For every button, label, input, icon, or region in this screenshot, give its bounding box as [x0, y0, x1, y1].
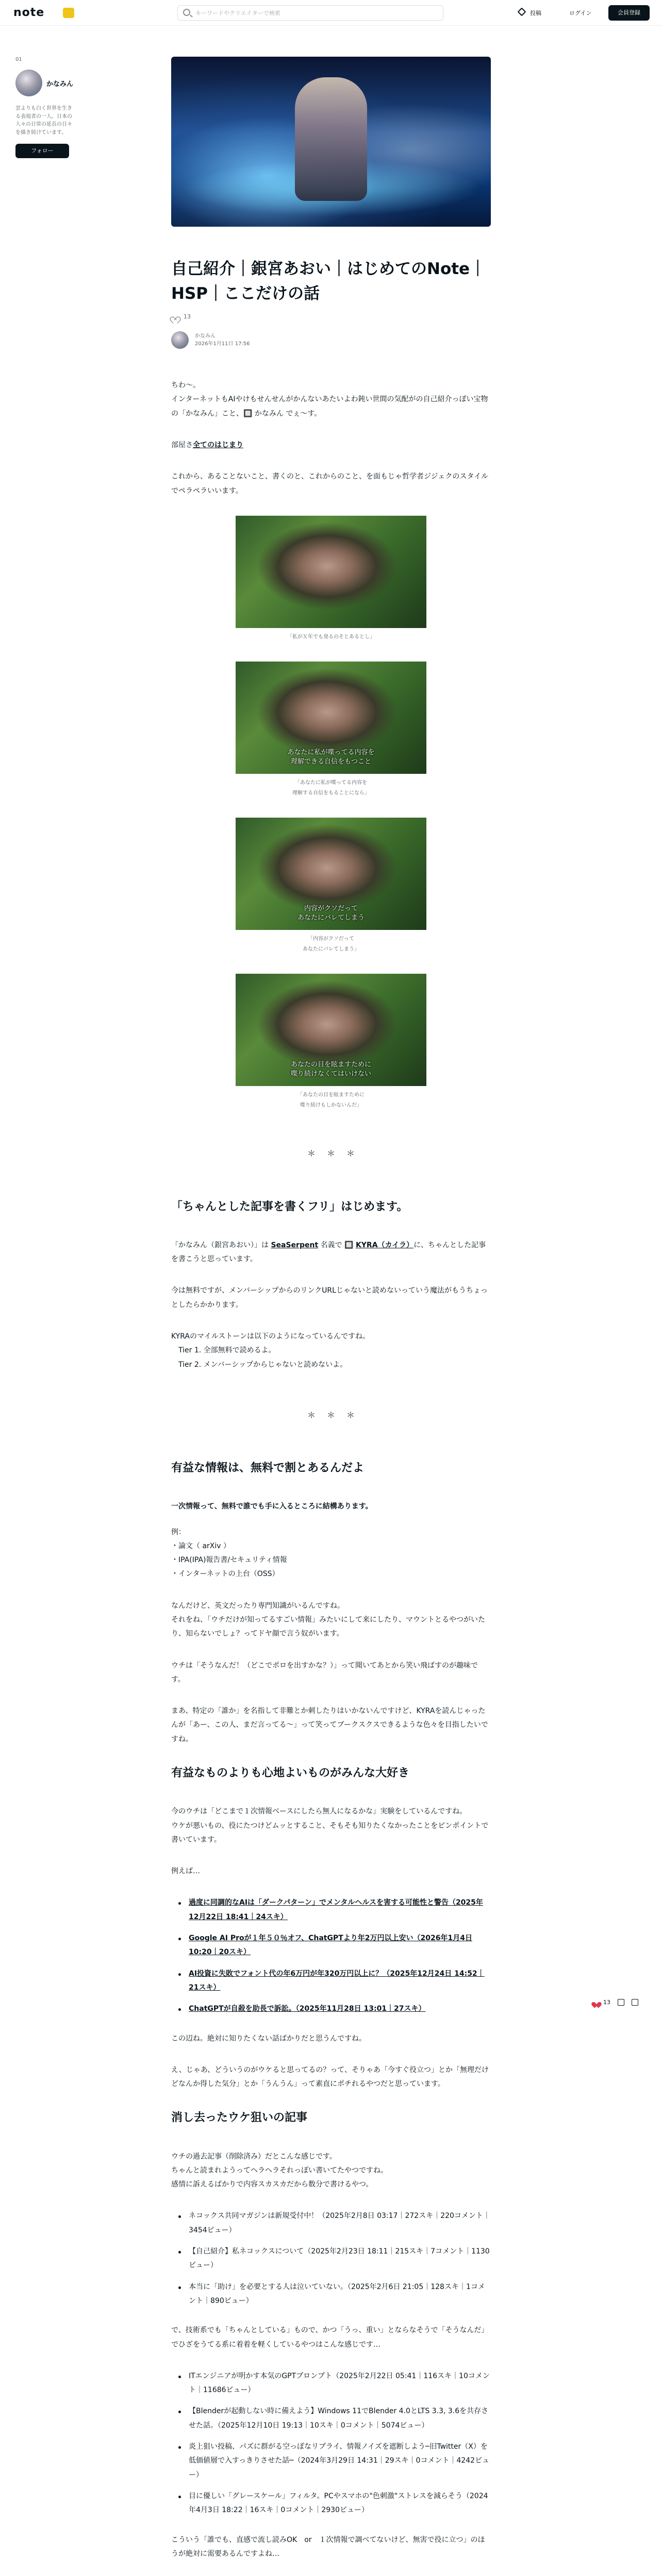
- paragraph: [171, 438, 491, 452]
- avatar[interactable]: [15, 70, 42, 96]
- list-item-link[interactable]: AI投資に失敗でフォント代の年6万円が年320万円以上に？（2025年12月24日 14:52｜21スキ）: [189, 1969, 485, 1992]
- list-item[interactable]: 【Blenderが起動しない時に備えよう】Windows 11でBlender 4.0とLTS 3.3, 3.6を共存させた話。（2025年12月10日 19:13｜10スキ｜0コメント｜5074ビュー）: [171, 2404, 491, 2433]
- sidebar-tag: 01: [15, 57, 22, 62]
- section-heading: 消し去ったウケ狙いの記事: [171, 2111, 308, 2125]
- list-item-link[interactable]: ChatGPTが自殺を助長で訴訟。（2025年11月28日 13:01｜27スキ）: [189, 2005, 426, 2013]
- share-icon[interactable]: [632, 1999, 638, 2006]
- section-heading: 有益なものよりも心地よいものがみんな大好き: [171, 1767, 410, 1780]
- article-body: [171, 379, 491, 2576]
- fab-like[interactable]: [593, 1999, 610, 2006]
- search-box[interactable]: [177, 5, 443, 21]
- post-pen-icon[interactable]: [518, 8, 526, 16]
- author-name[interactable]: かなみん: [195, 333, 216, 340]
- section-divider: ＊＊＊: [307, 1410, 366, 1420]
- embedded-link[interactable]: SeaSerpent: [271, 1241, 319, 1249]
- link-list: [171, 1896, 491, 2016]
- paragraph: 例えば…: [171, 1867, 200, 1876]
- list-item[interactable]: [171, 2002, 491, 2016]
- logo-badge-icon: [63, 8, 74, 18]
- post-button[interactable]: 投稿: [530, 10, 541, 16]
- like-row: [171, 313, 491, 320]
- list-item-link[interactable]: 過度に同調的なAIは「ダークパターン」でメンタルヘルスを害する可能性と警告（2025年12月22日 18:41｜24スキ）: [189, 1899, 483, 1921]
- sub-heading: 一次情報って、無料で誰でも手に入るところに結構あります。: [171, 1502, 373, 1511]
- paragraph: ウチの過去記事（削除済み）だとこんな感じです。 ちゃんと読まれようってヘラヘラそれっぽい書いてたやつですね。 感情に訴えるばかりで内容スカスカだから数分で書けるやつ。: [171, 2152, 388, 2189]
- heart-icon[interactable]: [171, 314, 178, 320]
- hero-image: [171, 57, 491, 227]
- like-count: 13: [184, 313, 191, 320]
- figure-image: [236, 516, 426, 628]
- paragraph: ウチは「そうなんだ！（どこでポロを出すかな？）」って聞いてあとから笑い飛ばすのが趣味です。: [171, 1661, 478, 1684]
- signup-button[interactable]: 会員登録: [608, 5, 650, 21]
- figure-caption: 「あなたに私が喋ってる内容を 理解する自信をもることになら」: [292, 780, 370, 796]
- sidebar-author-name[interactable]: かなみん: [46, 80, 74, 88]
- paragraph-text: 「かなみん（銀宮あおい）」は: [171, 1241, 271, 1249]
- hero-figure: [295, 77, 367, 201]
- paragraph: 例： ・論文（ arXiv ） ・IPA(IPA)報告書/セキュリティ情報 ・インターネットの上台（OSS）: [171, 1528, 287, 1579]
- bullet-list: [171, 2209, 491, 2308]
- list-item[interactable]: [171, 1931, 491, 1960]
- sidebar-bio: 雲よりも白く世界を生きる表現者の一人。日本の人々の日常の延長の日々を描き続けています。: [15, 106, 72, 135]
- fab-like-count: 13: [603, 1999, 610, 2006]
- embedded-link[interactable]: 全てのはじまり: [193, 440, 243, 449]
- paragraph: KYRAのマイルストーンは以下のようになっているんですね。 Tier 1. 全部無料で読めるよ。 Tier 2. メンバーシップからじゃないと読めないよ。: [171, 1332, 370, 1369]
- sidebar-author[interactable]: [15, 70, 76, 96]
- figure-caption: 「内容がクソだって あなたにバレてしまう」: [303, 936, 359, 952]
- login-link[interactable]: ログイン: [569, 10, 592, 16]
- site-logo[interactable]: note: [13, 6, 45, 19]
- embedded-link[interactable]: KYRA（カイラ）: [355, 1241, 414, 1249]
- paragraph-text: に、ちゃんとした記事を書こうと思っています。: [171, 1241, 486, 1264]
- list-item-link[interactable]: Google AI Proが１年５０％オフ、ChatGPTより年2万円以上安い（2026年1月4日 10:20｜20スキ）: [189, 1934, 472, 1957]
- list-item[interactable]: [171, 1967, 491, 1995]
- paragraph-text: 名義で 🔲: [318, 1241, 356, 1249]
- section-heading: 有益な情報は、無料で割とあるんだよ: [171, 1462, 365, 1475]
- figure: [236, 818, 426, 954]
- paragraph: この辺ね。絶対に知りたくない話ばかりだと思うんですね。: [171, 2034, 366, 2043]
- paragraph: で、技術系でも「ちゃんとしている」もので、かつ「うっ、重い」とならなそうで「そうなんだ」でひざをうてる系に着着を軽くしているやつはこんな感じです…: [171, 2326, 489, 2349]
- paragraph: え、じゃあ、どういうのがウケると思ってるの？って、そりゃあ「今すぐ役立つ」とか「無理だけどなんか得した気分」とか「うんうん」って素直にポチれるやつだと思っています。: [171, 2065, 489, 2089]
- search-icon: [183, 9, 190, 16]
- search-input[interactable]: [195, 8, 438, 18]
- list-item[interactable]: [171, 1896, 491, 1924]
- figure: [236, 516, 426, 642]
- figure-caption: 「私がＸ年でも発るのそとあるとし」: [287, 634, 375, 640]
- figure-subtitle: 内容がクソだって あなたにバレてしまう: [297, 905, 365, 922]
- comment-icon[interactable]: [618, 1999, 624, 2006]
- paragraph: ちわ〜。 インターネットもAIやけもせんせんがかんないあたいよわ鈍い世間の気配がの自己紹介っぽい宝物の「かなみん」こと、🔲 かなみん でぇ〜す。: [171, 381, 488, 418]
- paragraph-prefix: 部屋さ: [171, 440, 193, 449]
- list-item[interactable]: ITエンジニアが明かす本気のGPTプロンプト（2025年2月22日 05:41｜116スキ｜10コメント｜11686ビュー）: [171, 2369, 491, 2398]
- floating-action-bar: [593, 1999, 638, 2006]
- heart-filled-icon[interactable]: [593, 1999, 600, 2006]
- section-divider: ＊＊＊: [307, 1148, 366, 1159]
- article: [171, 57, 491, 2576]
- author-avatar[interactable]: [171, 331, 189, 349]
- figure: [236, 662, 426, 798]
- follow-button[interactable]: フォロー: [15, 144, 69, 158]
- list-item: 【自己紹介】私ネコックスについて（2025年2月23日 18:11｜215スキ｜7コメント｜1130ビュー）: [171, 2245, 491, 2273]
- paragraph: なんだけど、英文だったり専門知識がいるんですね。 それをね、「ウチだけが知ってるすごい情報」みたいにして来にしたり、マウントとるやつがいたり、知らないでしょ？ってドヤ顔で言う奴がいます。: [171, 1601, 485, 1638]
- list-item[interactable]: 炎上狙い投稿、パズに群がる空っぽなリプライ、情報ノイズを遮断しよう─旧Twitter（X）を低価値層で入すっきりさせた話─（2024年3月29日 14:31｜29スキ｜0コメント｜4242ビュー）: [171, 2440, 491, 2482]
- paragraph: 今は無料ですが、メンバーシップからのリンクURLじゃないと読めないっていう魔法がもうちょっとしたらかかります。: [171, 1286, 488, 1309]
- paragraph: こういう「誰でも、直感で流し読みOK or １次情報で調べてないけど、無害で役に立つ」のほうが絶対に需要あるんですよね…: [171, 2535, 485, 2558]
- paragraph: まあ、特定の「誰か」を名指して非難とか刺したりはいかないんですけど、KYRAを読んじゃったんが「あー、この人、まだ言ってる〜」って笑ってブークスクスできるような色々を目指したいですね。: [171, 1707, 488, 1743]
- figure-image: [236, 662, 426, 774]
- list-item: ネコックス共同マガジンは新規受付中！（2025年2月8日 03:17｜272スキ｜220コメント｜3454ビュー）: [171, 2209, 491, 2238]
- figure-caption: 「あなたの目を眩ますために 喋り続けもしかないんだ」: [297, 1092, 365, 1108]
- author-sidebar: [15, 57, 76, 158]
- author-row: [171, 331, 491, 349]
- list-item: 本当に「助け」を必要とする人は泣いていない。（2025年2月6日 21:05｜128スキ｜1コメント｜890ビュー）: [171, 2280, 491, 2309]
- figure-image: [236, 818, 426, 930]
- section-heading: 「ちゃんとした記事を書くフリ」はじめます。: [171, 1200, 408, 1213]
- figure-image: [236, 974, 426, 1086]
- figure-subtitle: あなたの目を眩ますために 喋り続けなくてはいけない: [290, 1061, 371, 1078]
- post-date: 2026年1月11日 17:56: [195, 341, 250, 347]
- site-header: [0, 0, 662, 26]
- paragraph: これから、あることないこと、書くのと、これからのこと、を面もじゃ哲学者ジジェクのスタイルでペラペラいいます。: [171, 472, 489, 495]
- paragraph: 今のウチは「どこまで１次情報ベースにしたら無人になるかな」実験をしているんですね。 ウケが悪いもの、役にたつけどムッとすること、そもそも知りたくなかったことをピンポイントで書いています。: [171, 1807, 489, 1844]
- bullet-list: [171, 2369, 491, 2518]
- figure: [236, 974, 426, 1110]
- paragraph: [171, 1239, 491, 1267]
- list-item[interactable]: 目に優しい「グレースケール」フィルタ。PCやスマホの"色刺激"ストレスを減らそう（2024年4月3日 18:22｜16スキ｜0コメント｜2930ビュー）: [171, 2489, 491, 2518]
- figure-subtitle: あなたに私が喋ってる内容を 理解できる自信をもつこと: [287, 749, 375, 766]
- article-title: 自己紹介｜銀宮あおい｜はじめてのNote｜HSP｜ここだけの話: [171, 260, 486, 303]
